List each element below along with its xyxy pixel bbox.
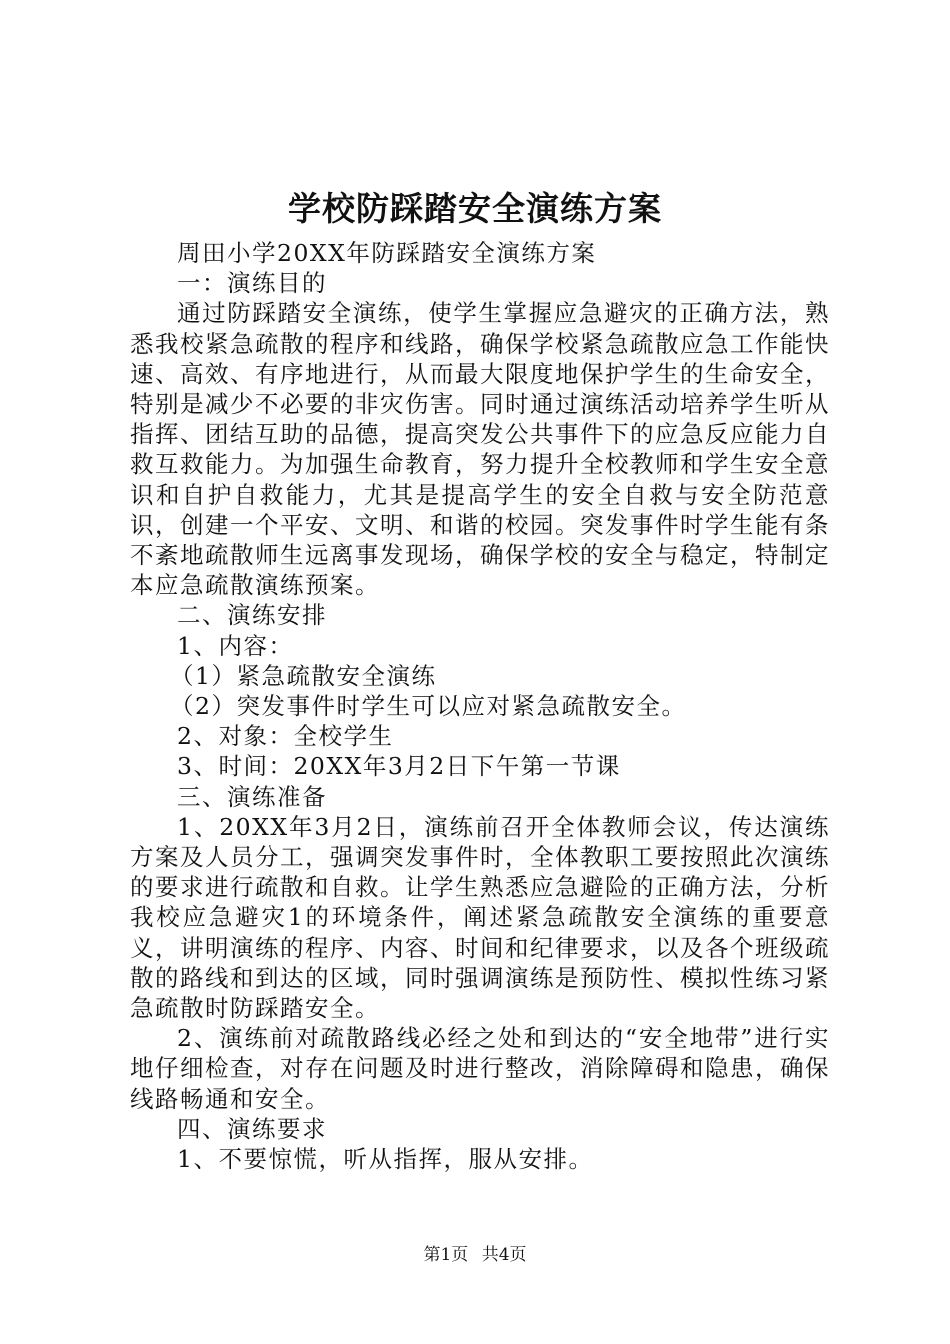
paragraph-purpose: 通过防踩踏安全演练，使学生掌握应急避灾的正确方法，熟悉我校紧急疏散的程序和线路，确保学校紧急疏散应急工作能快速、高效、有序地进行，从而最大限度地保护学生的生命安全，特别是减少不必要的非灾伤害。同时通过演练活动培养学生听从指挥、团结互助的品德，提高突发公共事件下的应急反应能力自救互救能力。为加强生命教育，努力提升全校教师和学生安全意识和自护自救能力，尤其是提高学生的安全自救与安全防范意识，创建一个平安、文明、和谐的校园。突发事件时学生能有条不紊地疏散师生远离事发现场，确保学校的安全与稳定，特制定本应急疏散演练预案。	[130, 299, 830, 600]
paragraph-content-label: 1、内容：	[177, 631, 294, 660]
section-heading-arrangement: 二、演练安排	[177, 601, 327, 630]
list-item-content-2: （2）突发事件时学生可以应对紧急疏散安全。	[170, 692, 687, 721]
page-footer	[0, 1243, 950, 1267]
document-title: 学校防踩踏安全演练方案	[288, 189, 662, 228]
section-heading-preparation: 三、演练准备	[177, 782, 327, 811]
paragraph-requirement-1: 1、不要惊慌，听从指挥，服从安排。	[177, 1145, 594, 1174]
document-body	[130, 238, 830, 1174]
paragraph-target: 2、对象：全校学生	[177, 722, 394, 751]
section-heading-purpose: 一：演练目的	[177, 269, 327, 298]
paragraph-preparation-2: 2、演练前对疏散路线必经之处和到达的“安全地带”进行实地仔细检查，对存在问题及时进行整改，消除障碍和隐患，确保线路畅通和安全。	[130, 1024, 830, 1113]
paragraph-preparation-1: 1、20XX年3月2日，演练前召开全体教师会议，传达演练方案及人员分工，强调突发事件时，全体教职工要按照此次演练的要求进行疏散和自救。让学生熟悉应急避险的正确方法，分析我校应急避灾1的环境条件，阐述紧急疏散安全演练的重要意义，讲明演练的程序、内容、时间和纪律要求，以及各个班级疏散的路线和到达的区域，同时强调演练是预防性、模拟性练习紧急疏散时防踩踏安全。	[130, 812, 830, 1023]
page-number: 第1页	[423, 1245, 469, 1265]
section-heading-requirements: 四、演练要求	[177, 1114, 327, 1143]
paragraph-subtitle: 周田小学20XX年防踩踏安全演练方案	[177, 239, 597, 267]
paragraph-time: 3、时间：20XX年3月2日下午第一节课	[177, 752, 621, 781]
page-total: 共4页	[481, 1245, 527, 1265]
list-item-content-1: （1）紧急疏散安全演练	[170, 661, 437, 690]
